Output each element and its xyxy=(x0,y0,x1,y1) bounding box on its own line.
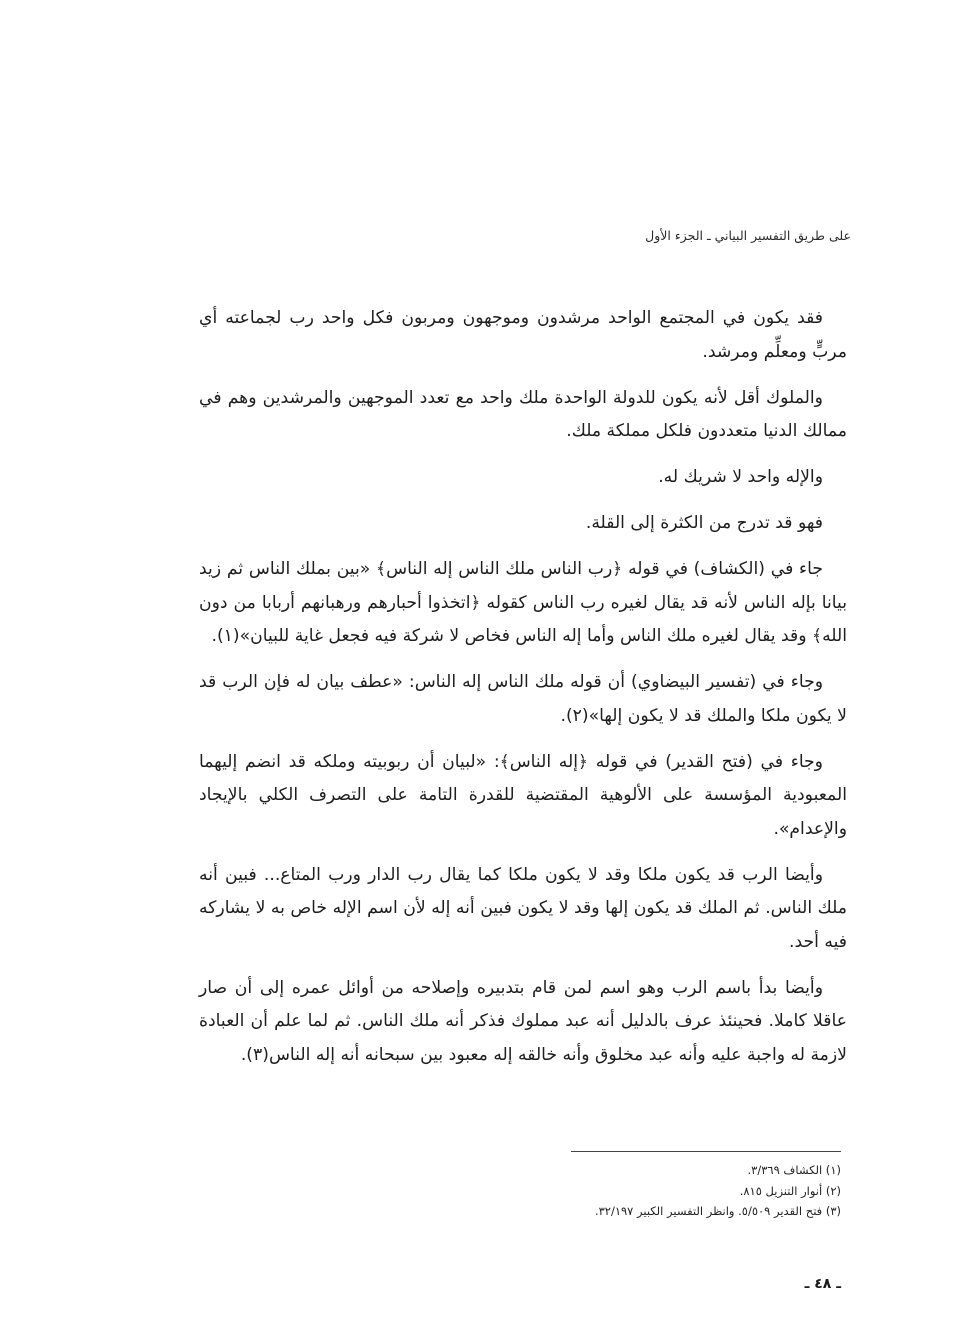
footnotes xyxy=(341,1160,841,1222)
main-text xyxy=(199,302,847,1085)
paragraph: وجاء في (تفسير البيضاوي) أن قوله ملك الناس إله الناس: «عطف بيان له فإن الرب قد لا يكون ملكا والملك قد لا يكون إلها»(٢). xyxy=(199,672,847,726)
paragraph: وأيضا الرب قد يكون ملكا وقد لا يكون ملكا كما يقال رب الدار ورب المتاع... فبين أنه ملك الناس. ثم الملك قد يكون إلها وقد لا يكون فبين أنه إله لأن اسم الإله خاص به لا يشاركه فيه أحد. xyxy=(199,864,847,952)
footnote: (١) الكشاف ٣/٣٦٩. xyxy=(747,1163,841,1177)
paragraph: والإله واحد لا شريك له. xyxy=(658,467,823,487)
paragraph: وأيضا بدأ باسم الرب وهو اسم لمن قام بتدبيره وإصلاحه من أوائل عمره إلى أن صار عاقلا كاملا. فحينئذ عرف بالدليل أنه عبد مملوك فذكر أنه ملك الناس. ثم لما علم أن العبادة لازمة له واجبة عليه وأنه عبد مخلوق وأنه خالقه إله معبود بين سبحانه أنه إله الناس(٣). xyxy=(199,977,847,1065)
paragraph: وجاء في (فتح القدير) في قوله ﴿إله الناس﴾: «لبيان أن ربوبيته وملكه قد انضم إليهما المعبودية المؤسسة على الألوهية المقتضية للقدرة التامة على التصرف الكلي بالإيجاد والإعدام». xyxy=(199,751,847,839)
footnote: (٣) فتح القدير ٥/٥٠٩. وانظر التفسير الكبير ٣٢/١٩٧. xyxy=(594,1204,841,1218)
page-number: ـ ٤٨ ـ xyxy=(804,1276,841,1292)
paragraph: جاء في (الكشاف) في قوله ﴿رب الناس ملك الناس إله الناس﴾ «بين بملك الناس ثم زيد بيانا بإله الناس لأنه قد يقال لغيره رب الناس كقوله ﴿اتخذوا أحبارهم ورهبانهم أربابا من دون الله﴾ وقد يقال لغيره ملك الناس وأما إله الناس فخاص لا شركة فيه فجعل غاية للبيان»(١). xyxy=(199,559,847,646)
paragraph: والملوك أقل لأنه يكون للدولة الواحدة ملك واحد مع تعدد الموجهين والمرشدين وهم في ممالك الدنيا متعددون فلكل مملكة ملك. xyxy=(199,387,847,441)
running-header: على طريق التفسير البياني ـ الجزء الأول xyxy=(645,228,851,243)
paragraph: فقد يكون في المجتمع الواحد مرشدون وموجهون ومربون فكل واحد رب لجماعته أي مربٍّ ومعلِّم ومرشد. xyxy=(199,308,847,362)
footnote-divider xyxy=(571,1151,841,1152)
paragraph: فهو قد تدرج من الكثرة إلى القلة. xyxy=(585,513,823,533)
footnote: (٢) أنوار التنزيل ٨١٥. xyxy=(739,1183,841,1198)
